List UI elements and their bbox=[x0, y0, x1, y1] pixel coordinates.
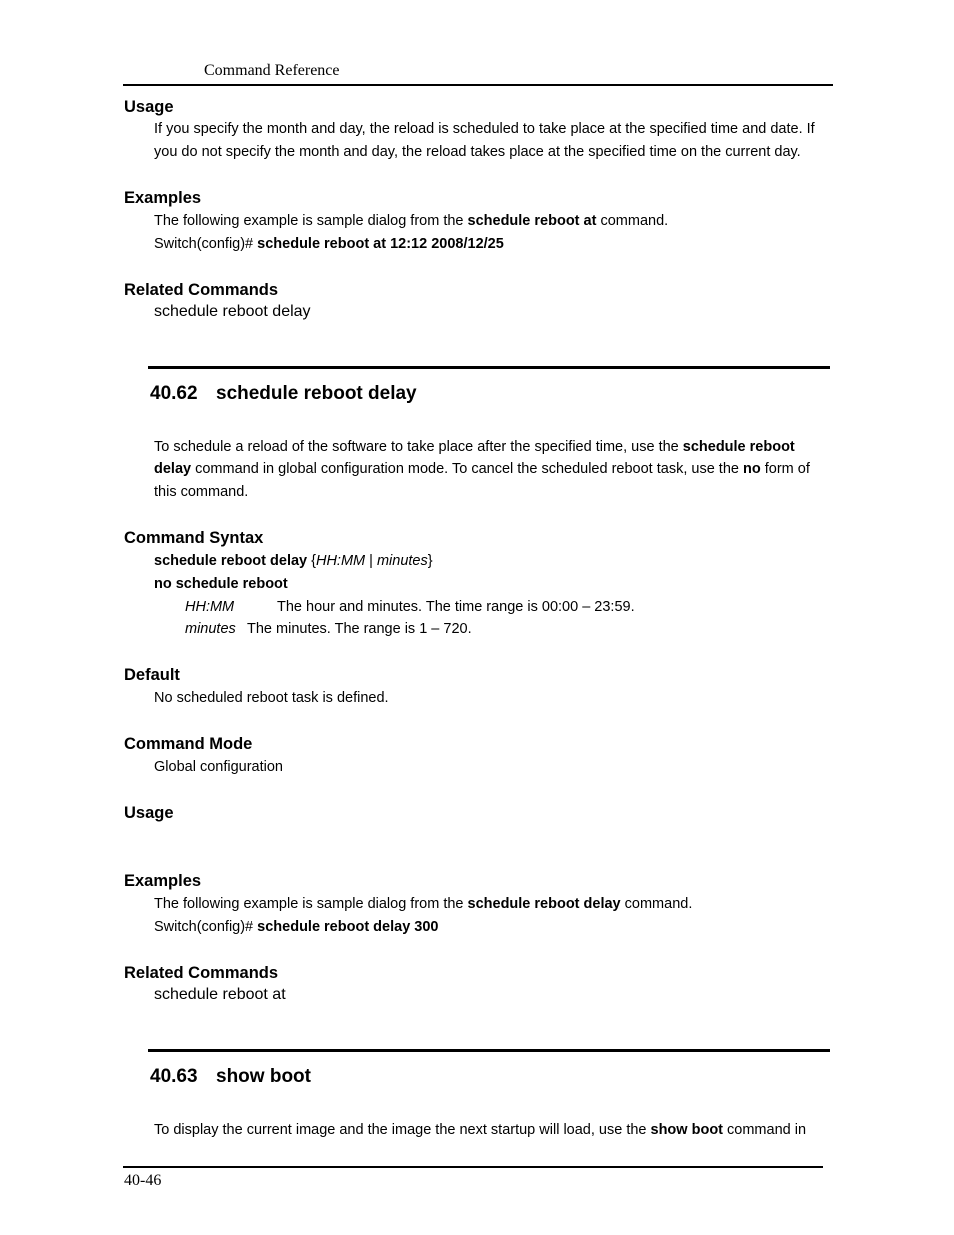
footer-rule bbox=[123, 1166, 823, 1168]
section-title-40-63: 40.63 show boot bbox=[150, 1066, 311, 1087]
related-command-link-40-62[interactable]: schedule reboot at bbox=[154, 986, 286, 1003]
section-intro-line3: this command. bbox=[154, 484, 249, 500]
section-intro-40-63: To display the current image and the image the next startup will load, use the show boot command in bbox=[154, 1122, 807, 1138]
param-name-hhmm: HH:MM bbox=[185, 599, 235, 615]
syntax-line1: schedule reboot delay {HH:MM | minutes} bbox=[154, 553, 433, 569]
command-mode-heading: Command Mode bbox=[124, 735, 253, 753]
example-description-40-62: The following example is sample dialog from the schedule reboot delay command. bbox=[154, 896, 693, 912]
related-commands-heading-40-62: Related Commands bbox=[124, 964, 279, 982]
section-intro-line2: delay command in global configuration mode. To cancel the scheduled reboot task, use the no form of bbox=[154, 461, 810, 477]
param-desc-hhmm: The hour and minutes. The time range is 00:00 – 23:59. bbox=[277, 599, 635, 615]
section-intro-line1: To schedule a reload of the software to take place after the specified time, use the schedule reboot bbox=[154, 439, 795, 455]
syntax-line2: no schedule reboot bbox=[154, 576, 288, 592]
usage-text-line1: If you specify the month and day, the reload is scheduled to take place at the specified time and date. If bbox=[154, 121, 815, 137]
example-cli-line: Switch(config)# schedule reboot at 12:12 2008/12/25 bbox=[154, 236, 504, 252]
command-mode-text: Global configuration bbox=[154, 759, 283, 775]
section-rule bbox=[148, 366, 830, 369]
header-rule bbox=[123, 84, 833, 86]
command-syntax-heading: Command Syntax bbox=[124, 529, 264, 547]
related-commands-heading: Related Commands bbox=[124, 281, 279, 299]
example-cli-input: schedule reboot at 12:12 2008/12/25 bbox=[257, 236, 504, 252]
example-description: The following example is sample dialog from the schedule reboot at command. bbox=[154, 213, 669, 229]
usage-heading: Usage bbox=[124, 98, 174, 116]
section-rule-40-63 bbox=[148, 1049, 830, 1052]
examples-heading: Examples bbox=[124, 189, 202, 207]
param-name-minutes: minutes bbox=[185, 621, 236, 637]
default-heading: Default bbox=[124, 666, 180, 684]
usage-heading-40-62: Usage bbox=[124, 804, 174, 822]
example-command-name: schedule reboot at bbox=[467, 213, 597, 229]
default-text: No scheduled reboot task is defined. bbox=[154, 690, 389, 706]
running-header: Command Reference bbox=[204, 62, 340, 79]
related-command-link[interactable]: schedule reboot delay bbox=[154, 303, 311, 320]
usage-text-line2: you do not specify the month and day, the reload takes place at the specified time on the current day. bbox=[154, 144, 801, 160]
section-title-40-62: 40.62 schedule reboot delay bbox=[150, 383, 417, 404]
param-desc-minutes: The minutes. The range is 1 – 720. bbox=[247, 621, 472, 637]
page-number: 40-46 bbox=[124, 1172, 162, 1189]
examples-heading-40-62: Examples bbox=[124, 872, 202, 890]
example-cli-line-40-62: Switch(config)# schedule reboot delay 300 bbox=[154, 919, 439, 935]
